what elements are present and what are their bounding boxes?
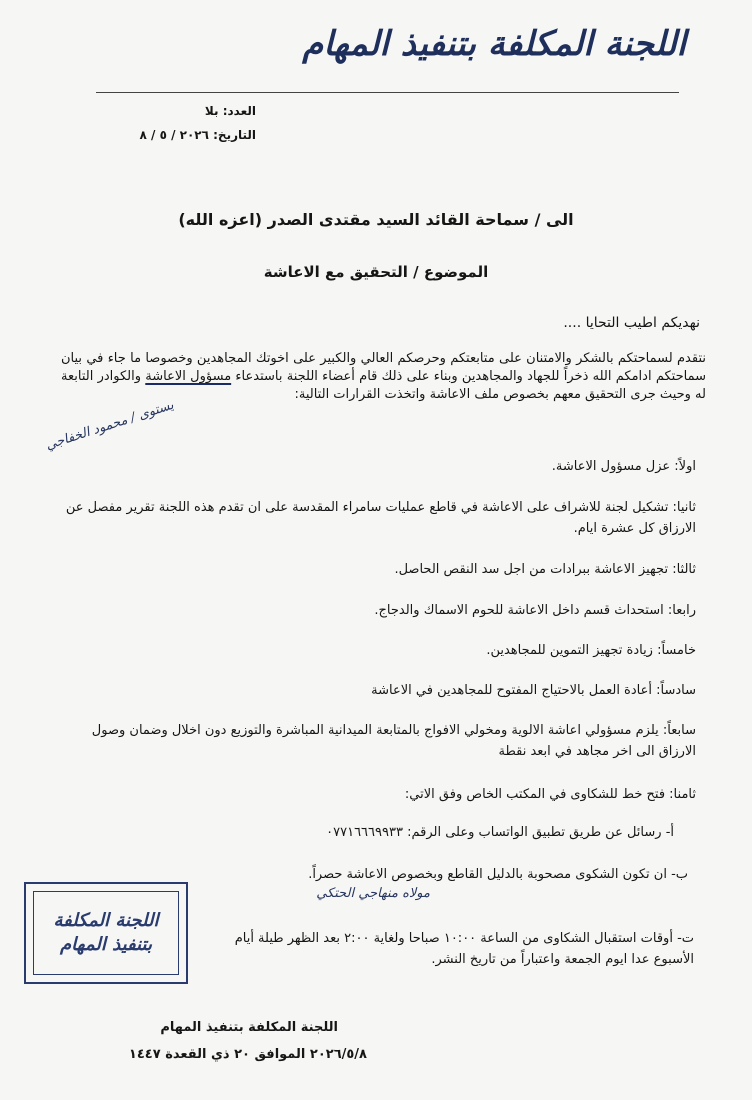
decision-3: ثالثا: تجهيز الاعاشة ببرادات من اجل سد النقص الحاصل. xyxy=(394,562,696,577)
subject-line: الموضوع / التحقيق مع الاعاشة xyxy=(263,263,489,281)
footer-date: ٢٠٢٦/٥/٨ الموافق ٢٠ ذي القعدة ١٤٤٧ xyxy=(128,1047,367,1062)
decision-5: خامساً: زيادة تجهيز التموين للمجاهدين. xyxy=(486,643,696,658)
official-stamp xyxy=(24,882,188,984)
document-date: التاريخ: ٢٠٢٦ / ٥ / ٨ xyxy=(139,128,256,142)
sub-item-b: ب- ان تكون الشكوى مصحوبة بالدليل القاطع وبخصوص الاعاشة حصراً. xyxy=(308,867,688,882)
stamp-inner-frame xyxy=(33,891,179,975)
document-number: العدد: بلا xyxy=(204,104,256,118)
handwritten-inline-note: مولاه منهاجي الحتكي xyxy=(316,886,430,901)
decision-2: ثانيا: تشكيل لجنة للاشراف على الاعاشة في قاطع عمليات سامراء المقدسة على ان تقدم هذه اللجنة تقرير مفصل عن الارزاق كل عشرة ايام. xyxy=(65,500,696,536)
signature-block: اللجنة المكلفة بتنفيذ المهام xyxy=(160,1020,338,1035)
decision-8: ثامنا: فتح خط للشكاوى في المكتب الخاص وفق الاتي: xyxy=(404,787,696,802)
handwritten-margin-note: يستوى / محمود الخفاجي xyxy=(44,397,177,454)
greeting: نهديكم اطيب التحايا .... xyxy=(563,315,700,331)
decision-4: رابعا: استحداث قسم داخل الاعاشة للحوم الاسماك والدجاج. xyxy=(374,603,696,618)
decision-7: سابعاً: يلزم مسؤولي اعاشة الالوية ومخولي الافواج بالمتابعة الميدانية المباشرة والتوزيع دون اخلال وضمان وصول الارزاق الى اخر مجاهد في ابعد نقطة xyxy=(91,723,696,759)
stamp-line-1: اللجنة المكلفة xyxy=(53,910,159,931)
intro-underlined-text: مسؤول الاعاشة xyxy=(145,369,232,384)
recipient-line: الى / سماحة القائد السيد مقتدى الصدر (اعزه الله) xyxy=(178,210,574,229)
intro-text-1: نتقدم لسماحتكم بالشكر والامتنان على متابعتكم وحرصكم العالي والكبير على اخوتك المجاهدين وخصوصا ما جاء في بيان سماحتكم ادامكم الله ذخراً للجهاد والمجاهدين وبناء على ذلك قام أعضاء اللجنة باستدعاء xyxy=(61,351,706,384)
stamp-line-2: بتنفيذ المهام xyxy=(60,934,152,955)
sub-item-c: ت- أوقات استقبال الشكاوى من الساعة ١٠:٠٠ صباحا ولغاية ٢:٠٠ بعد الظهر طيلة أيام الأسبوع عدا ايوم الجمعة واعتباراً من تاريخ النشر. xyxy=(234,931,694,967)
decision-6: سادساً: أعادة العمل بالاحتياج المفتوح للمجاهدين في الاعاشة xyxy=(371,683,696,698)
decision-1: اولاً: عزل مسؤول الاعاشة. xyxy=(551,459,696,474)
sub-item-a: أ- رسائل عن طريق تطبيق الواتساب وعلى الرقم: ٠٧٧١٦٦٦٩٩٣٣ xyxy=(326,825,674,840)
intro-paragraph xyxy=(61,350,706,404)
intro-text-2: والكوادر التابعة له وحيث جرى التحقيق معهم بخصوص ملف الاعاشة واتخذت القرارات التالية: xyxy=(61,369,706,402)
header-divider xyxy=(96,92,679,93)
committee-logo: اللجنة المكلفة بتنفيذ المهام xyxy=(302,24,686,64)
